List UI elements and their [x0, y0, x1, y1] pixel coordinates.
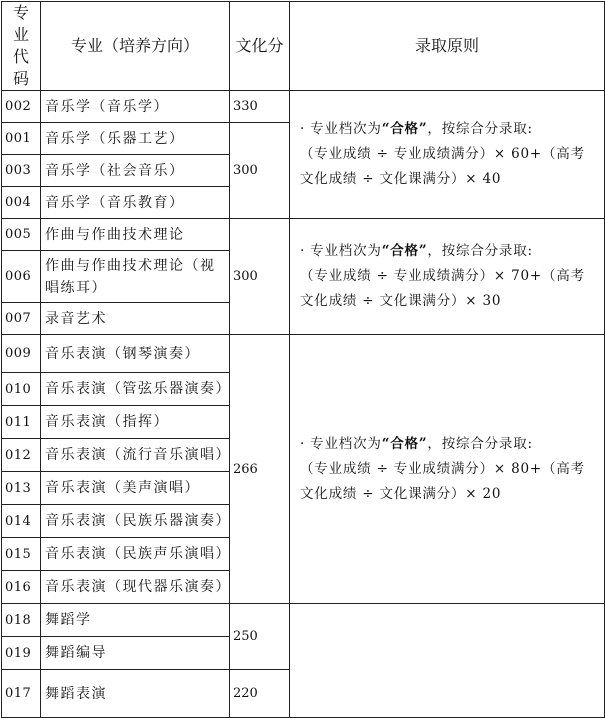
major-code: 016 — [2, 571, 41, 604]
culture-score: 300 — [230, 219, 290, 335]
major-code: 011 — [2, 406, 41, 439]
rule-formula: （专业成绩 ÷ 专业成绩满分）× 60+（高考文化成绩 ÷ 文化课满分）× 40 — [300, 146, 585, 187]
major-name: 音乐学（音乐学） — [41, 91, 230, 123]
rule-suffix: ，按综合分录取: — [427, 435, 533, 452]
rule-prefix: · 专业档次为 — [300, 121, 382, 137]
admission-rule — [290, 91, 605, 219]
major-name: 录音艺术 — [41, 303, 230, 335]
major-code: 009 — [2, 335, 41, 373]
rule-grade: “合格” — [381, 121, 428, 137]
rule-suffix: ，按综合分录取: — [427, 243, 533, 259]
major-code: 015 — [2, 538, 41, 571]
major-name: 作曲与作曲技术理论 — [41, 219, 230, 251]
major-name: 音乐表演（民族乐器演奏） — [41, 505, 230, 538]
major-name: 音乐表演（美声演唱） — [41, 472, 230, 505]
major-name: 音乐学（乐器工艺） — [41, 123, 230, 155]
rule-prefix: · 专业档次为 — [300, 435, 382, 452]
major-name: 音乐表演（钢琴演奏） — [41, 335, 230, 373]
major-name: 音乐表演（现代器乐演奏） — [41, 571, 230, 604]
header-code: 专业代码 — [2, 2, 41, 91]
major-code: 010 — [2, 373, 41, 406]
admission-rule-empty — [290, 604, 605, 718]
culture-score: 220 — [230, 670, 290, 718]
admission-rule — [290, 219, 605, 335]
major-name: 作曲与作曲技术理论（视唱练耳） — [41, 251, 230, 303]
major-name: 音乐学（社会音乐） — [41, 155, 230, 187]
header-major: 专业（培养方向） — [41, 2, 230, 91]
culture-score: 250 — [230, 604, 290, 670]
major-name: 音乐表演（管弦乐器演奏） — [41, 373, 230, 406]
header-row — [2, 2, 605, 91]
culture-score: 266 — [230, 335, 290, 604]
table-row — [2, 335, 605, 373]
major-name: 音乐表演（指挥） — [41, 406, 230, 439]
major-name: 音乐表演（流行音乐演唱） — [41, 439, 230, 472]
table-row — [2, 604, 605, 637]
major-code: 012 — [2, 439, 41, 472]
culture-score: 300 — [230, 123, 290, 219]
major-name: 舞蹈编导 — [41, 637, 230, 670]
major-code: 005 — [2, 219, 41, 251]
header-rule: 录取原则 — [290, 2, 605, 91]
major-code: 019 — [2, 637, 41, 670]
rule-formula: （专业成绩 ÷ 专业成绩满分）× 80+（高考文化成绩 ÷ 文化课满分）× 20 — [300, 460, 585, 502]
major-code: 001 — [2, 123, 41, 155]
admission-rule — [290, 335, 605, 604]
major-code: 003 — [2, 155, 41, 187]
major-code: 007 — [2, 303, 41, 335]
admission-table — [1, 1, 605, 718]
major-name: 音乐学（音乐教育） — [41, 187, 230, 219]
major-name: 音乐表演（民族声乐演唱） — [41, 538, 230, 571]
rule-prefix: · 专业档次为 — [300, 243, 382, 259]
rule-grade: “合格” — [381, 435, 428, 452]
rule-suffix: ，按综合分录取: — [427, 121, 533, 137]
rule-formula: （专业成绩 ÷ 专业成绩满分）× 70+（高考文化成绩 ÷ 文化课满分）× 30 — [300, 268, 585, 309]
major-name: 舞蹈表演 — [41, 670, 230, 718]
major-code: 002 — [2, 91, 41, 123]
header-score: 文化分 — [230, 2, 290, 91]
major-code: 018 — [2, 604, 41, 637]
major-name: 舞蹈学 — [41, 604, 230, 637]
major-code: 004 — [2, 187, 41, 219]
table-row — [2, 91, 605, 123]
culture-score: 330 — [230, 91, 290, 123]
major-code: 014 — [2, 505, 41, 538]
table-row — [2, 219, 605, 251]
rule-grade: “合格” — [381, 243, 428, 259]
major-code: 013 — [2, 472, 41, 505]
major-code: 006 — [2, 251, 41, 303]
major-code: 017 — [2, 670, 41, 718]
